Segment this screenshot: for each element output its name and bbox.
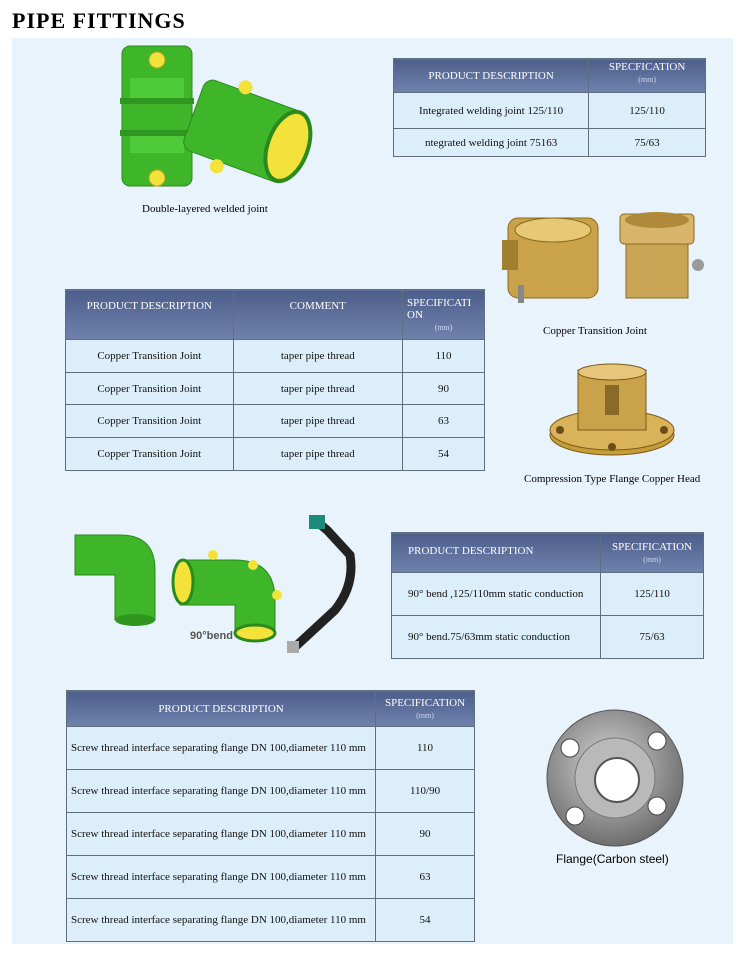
bend-caption: 90°bend	[190, 630, 233, 642]
col-specification: SPECIFICATION (mm)	[601, 533, 704, 573]
bend-table	[391, 532, 704, 659]
specification-cell: 90	[376, 813, 475, 856]
specification-cell: 125/110	[601, 573, 704, 616]
comment-cell: taper pipe thread	[233, 340, 402, 373]
table-row	[67, 770, 475, 813]
comment-cell: taper pipe thread	[233, 405, 402, 438]
copper-joint-table	[65, 289, 485, 471]
specification-cell: 125/110	[589, 93, 706, 129]
specification-cell: 54	[376, 899, 475, 942]
col-product-description: PRODUCT DESCRIPTION	[392, 533, 601, 573]
table-row	[67, 727, 475, 770]
product-description-cell: Screw thread interface separating flange DN 100,diameter 110 mm	[67, 727, 376, 770]
product-description-cell: 90° bend.75/63mm static conduction	[392, 616, 601, 659]
table-row	[394, 129, 706, 157]
specification-cell: 54	[403, 438, 485, 471]
page-title: PIPE FITTINGS	[12, 8, 186, 33]
table-row	[66, 438, 485, 471]
specification-cell: 75/63	[589, 129, 706, 157]
copper-joint-image	[498, 210, 713, 310]
col-product-description: PRODUCT DESCRIPTION	[66, 290, 234, 340]
table-row	[67, 856, 475, 899]
comment-cell: taper pipe thread	[233, 438, 402, 471]
welded-joint-caption: Double-layered welded joint	[142, 203, 268, 215]
specification-cell: 90	[403, 373, 485, 405]
col-product-description: PRODUCT DESCRIPTION	[67, 691, 376, 727]
col-specification: SPECIFICATI ON (mm)	[403, 290, 485, 340]
specification-cell: 110/90	[376, 770, 475, 813]
col-product-description: PRODUCT DESCRIPTION	[394, 59, 589, 93]
product-description-cell: Screw thread interface separating flange DN 100,diameter 110 mm	[67, 813, 376, 856]
table-row	[66, 340, 485, 373]
product-description-cell: Copper Transition Joint	[66, 340, 234, 373]
product-description-cell: 90° bend ,125/110mm static conduction	[392, 573, 601, 616]
welded-joint-image	[110, 38, 350, 198]
comment-cell: taper pipe thread	[233, 373, 402, 405]
specification-cell: 63	[403, 405, 485, 438]
steel-flange-image	[545, 708, 685, 848]
product-description-cell: Integrated welding joint 125/110	[394, 93, 589, 129]
table-row	[67, 813, 475, 856]
copper-joint-caption: Copper Transition Joint	[543, 325, 647, 337]
col-specification: SPECIFICATION (mm)	[376, 691, 475, 727]
product-description-cell: Copper Transition Joint	[66, 405, 234, 438]
welded-joint-table	[393, 58, 706, 157]
table-row	[392, 616, 704, 659]
table-row	[67, 899, 475, 942]
steel-flange-caption: Flange(Carbon steel)	[556, 852, 669, 866]
product-description-cell: Screw thread interface separating flange DN 100,diameter 110 mm	[67, 899, 376, 942]
compression-flange-image	[545, 365, 680, 460]
specification-cell: 110	[376, 727, 475, 770]
specification-cell: 63	[376, 856, 475, 899]
product-description-cell: ntegrated welding joint 75163	[394, 129, 589, 157]
product-description-cell: Copper Transition Joint	[66, 438, 234, 471]
product-description-cell: Screw thread interface separating flange DN 100,diameter 110 mm	[67, 856, 376, 899]
compression-flange-caption: Compression Type Flange Copper Head	[524, 473, 701, 485]
col-comment: COMMENT	[233, 290, 402, 340]
table-row	[394, 93, 706, 129]
col-specification: SPECFICATION (mm)	[589, 59, 706, 93]
specification-cell: 110	[403, 340, 485, 373]
table-row	[66, 373, 485, 405]
product-description-cell: Screw thread interface separating flange DN 100,diameter 110 mm	[67, 770, 376, 813]
product-description-cell: Copper Transition Joint	[66, 373, 234, 405]
screw-flange-table	[66, 690, 475, 942]
table-row	[66, 405, 485, 438]
table-row	[392, 573, 704, 616]
specification-cell: 75/63	[601, 616, 704, 659]
